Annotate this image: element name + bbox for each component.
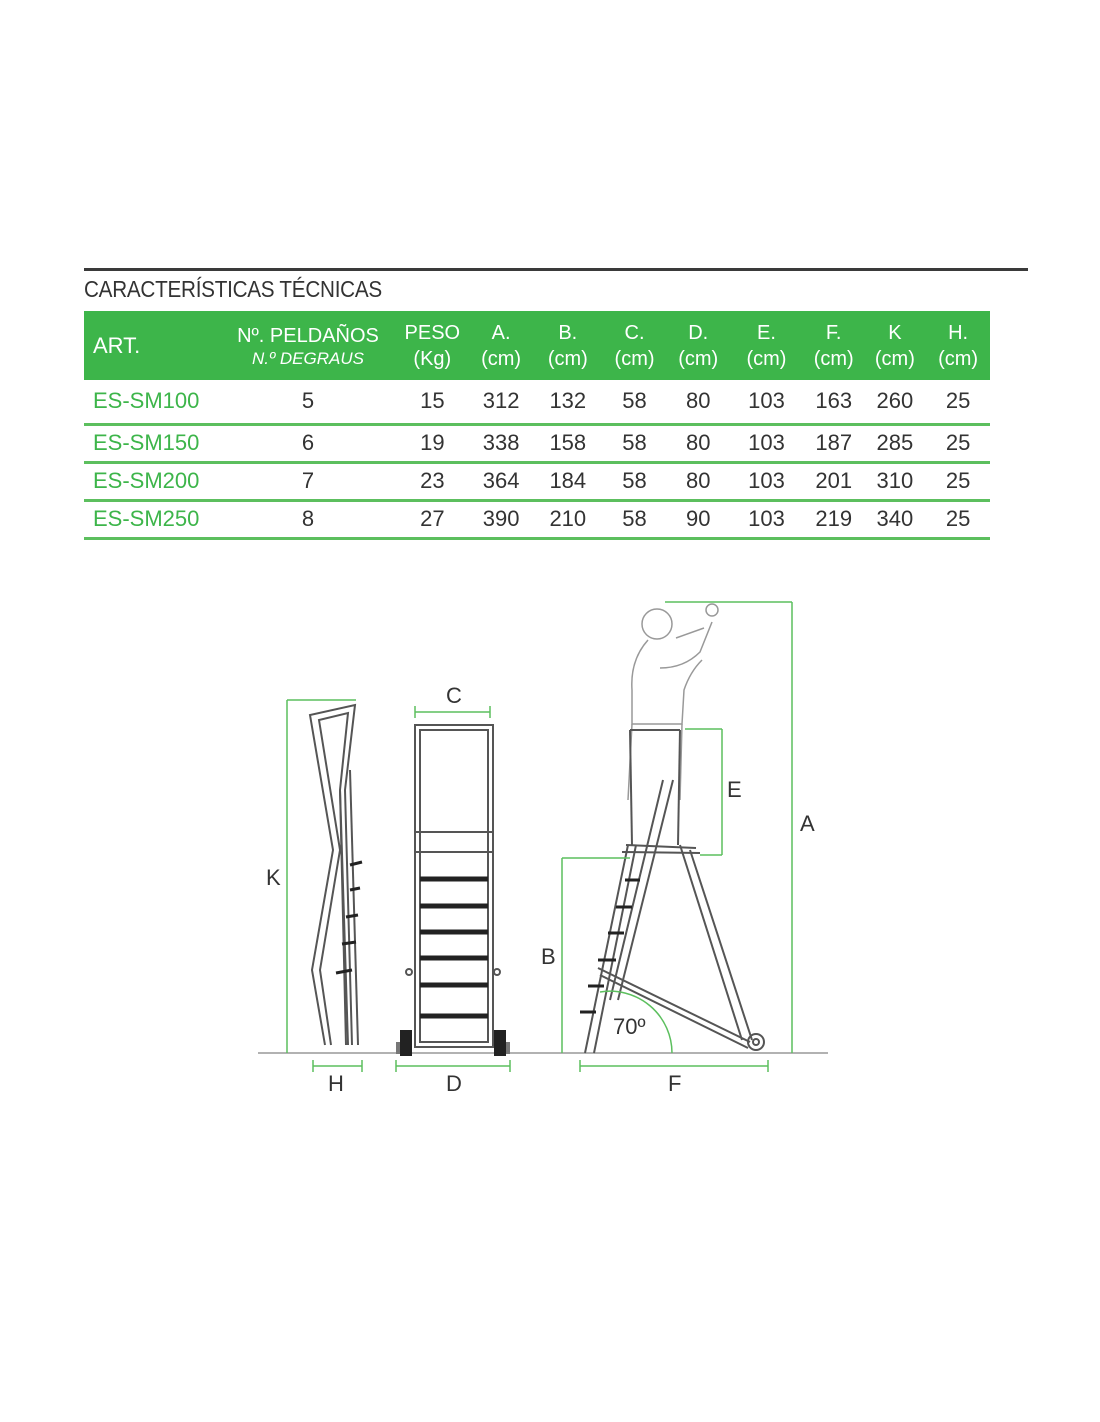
- cell-art: ES-SM150: [84, 424, 219, 462]
- label-k: K: [266, 865, 281, 890]
- section-title: CARACTERÍSTICAS TÉCNICAS: [84, 276, 382, 302]
- cell-steps: 6: [219, 424, 396, 462]
- label-c: C: [446, 683, 462, 708]
- header-weight: PESO (Kg): [396, 311, 468, 380]
- header-f: F. (cm): [804, 311, 864, 380]
- cell-c: 58: [602, 380, 668, 424]
- header-art: ART.: [84, 311, 219, 380]
- cell-a: 364: [468, 462, 534, 500]
- cell-steps: 7: [219, 462, 396, 500]
- label-angle: 70º: [613, 1014, 646, 1039]
- label-b: B: [541, 944, 556, 969]
- worker-figure: [628, 604, 718, 800]
- cell-c: 58: [602, 462, 668, 500]
- cell-art: ES-SM100: [84, 380, 219, 424]
- cell-e: 103: [729, 380, 804, 424]
- cell-steps: 5: [219, 380, 396, 424]
- header-d: D. (cm): [667, 311, 729, 380]
- cell-f: 201: [804, 462, 864, 500]
- front-view-ladder: [396, 725, 510, 1056]
- header-steps: Nº. PELDAÑOS N.º DEGRAUS: [219, 311, 396, 380]
- folded-ladder-side-view: [310, 705, 362, 1045]
- header-k: K (cm): [864, 311, 927, 380]
- header-e: E. (cm): [729, 311, 804, 380]
- cell-e: 103: [729, 500, 804, 538]
- cell-e: 103: [729, 424, 804, 462]
- header-b: B. (cm): [534, 311, 602, 380]
- cell-d: 80: [667, 380, 729, 424]
- cell-a: 338: [468, 424, 534, 462]
- cell-weight: 19: [396, 424, 468, 462]
- cell-c: 58: [602, 424, 668, 462]
- cell-weight: 23: [396, 462, 468, 500]
- header-a: A. (cm): [468, 311, 534, 380]
- cell-b: 158: [534, 424, 602, 462]
- cell-steps: 8: [219, 500, 396, 538]
- cell-k: 340: [864, 500, 927, 538]
- cell-h: 25: [926, 462, 990, 500]
- cell-b: 132: [534, 380, 602, 424]
- label-a: A: [800, 811, 815, 836]
- cell-d: 80: [667, 462, 729, 500]
- cell-h: 25: [926, 424, 990, 462]
- cell-d: 80: [667, 424, 729, 462]
- cell-k: 260: [864, 380, 927, 424]
- header-h: H. (cm): [926, 311, 990, 380]
- header-c: C. (cm): [602, 311, 668, 380]
- cell-b: 184: [534, 462, 602, 500]
- cell-e: 103: [729, 462, 804, 500]
- cell-f: 219: [804, 500, 864, 538]
- cell-f: 187: [804, 424, 864, 462]
- cell-weight: 27: [396, 500, 468, 538]
- cell-c: 58: [602, 500, 668, 538]
- dimension-a: [665, 602, 792, 1053]
- cell-b: 210: [534, 500, 602, 538]
- cell-art: ES-SM200: [84, 462, 219, 500]
- cell-weight: 15: [396, 380, 468, 424]
- cell-h: 25: [926, 380, 990, 424]
- cell-d: 90: [667, 500, 729, 538]
- cell-k: 310: [864, 462, 927, 500]
- label-d: D: [446, 1071, 462, 1096]
- cell-a: 390: [468, 500, 534, 538]
- label-f: F: [668, 1071, 682, 1096]
- dimension-e: [685, 729, 722, 855]
- cell-a: 312: [468, 380, 534, 424]
- label-e: E: [727, 777, 742, 802]
- cell-f: 163: [804, 380, 864, 424]
- cell-h: 25: [926, 500, 990, 538]
- cell-k: 285: [864, 424, 927, 462]
- cell-art: ES-SM250: [84, 500, 219, 538]
- label-h: H: [328, 1071, 344, 1096]
